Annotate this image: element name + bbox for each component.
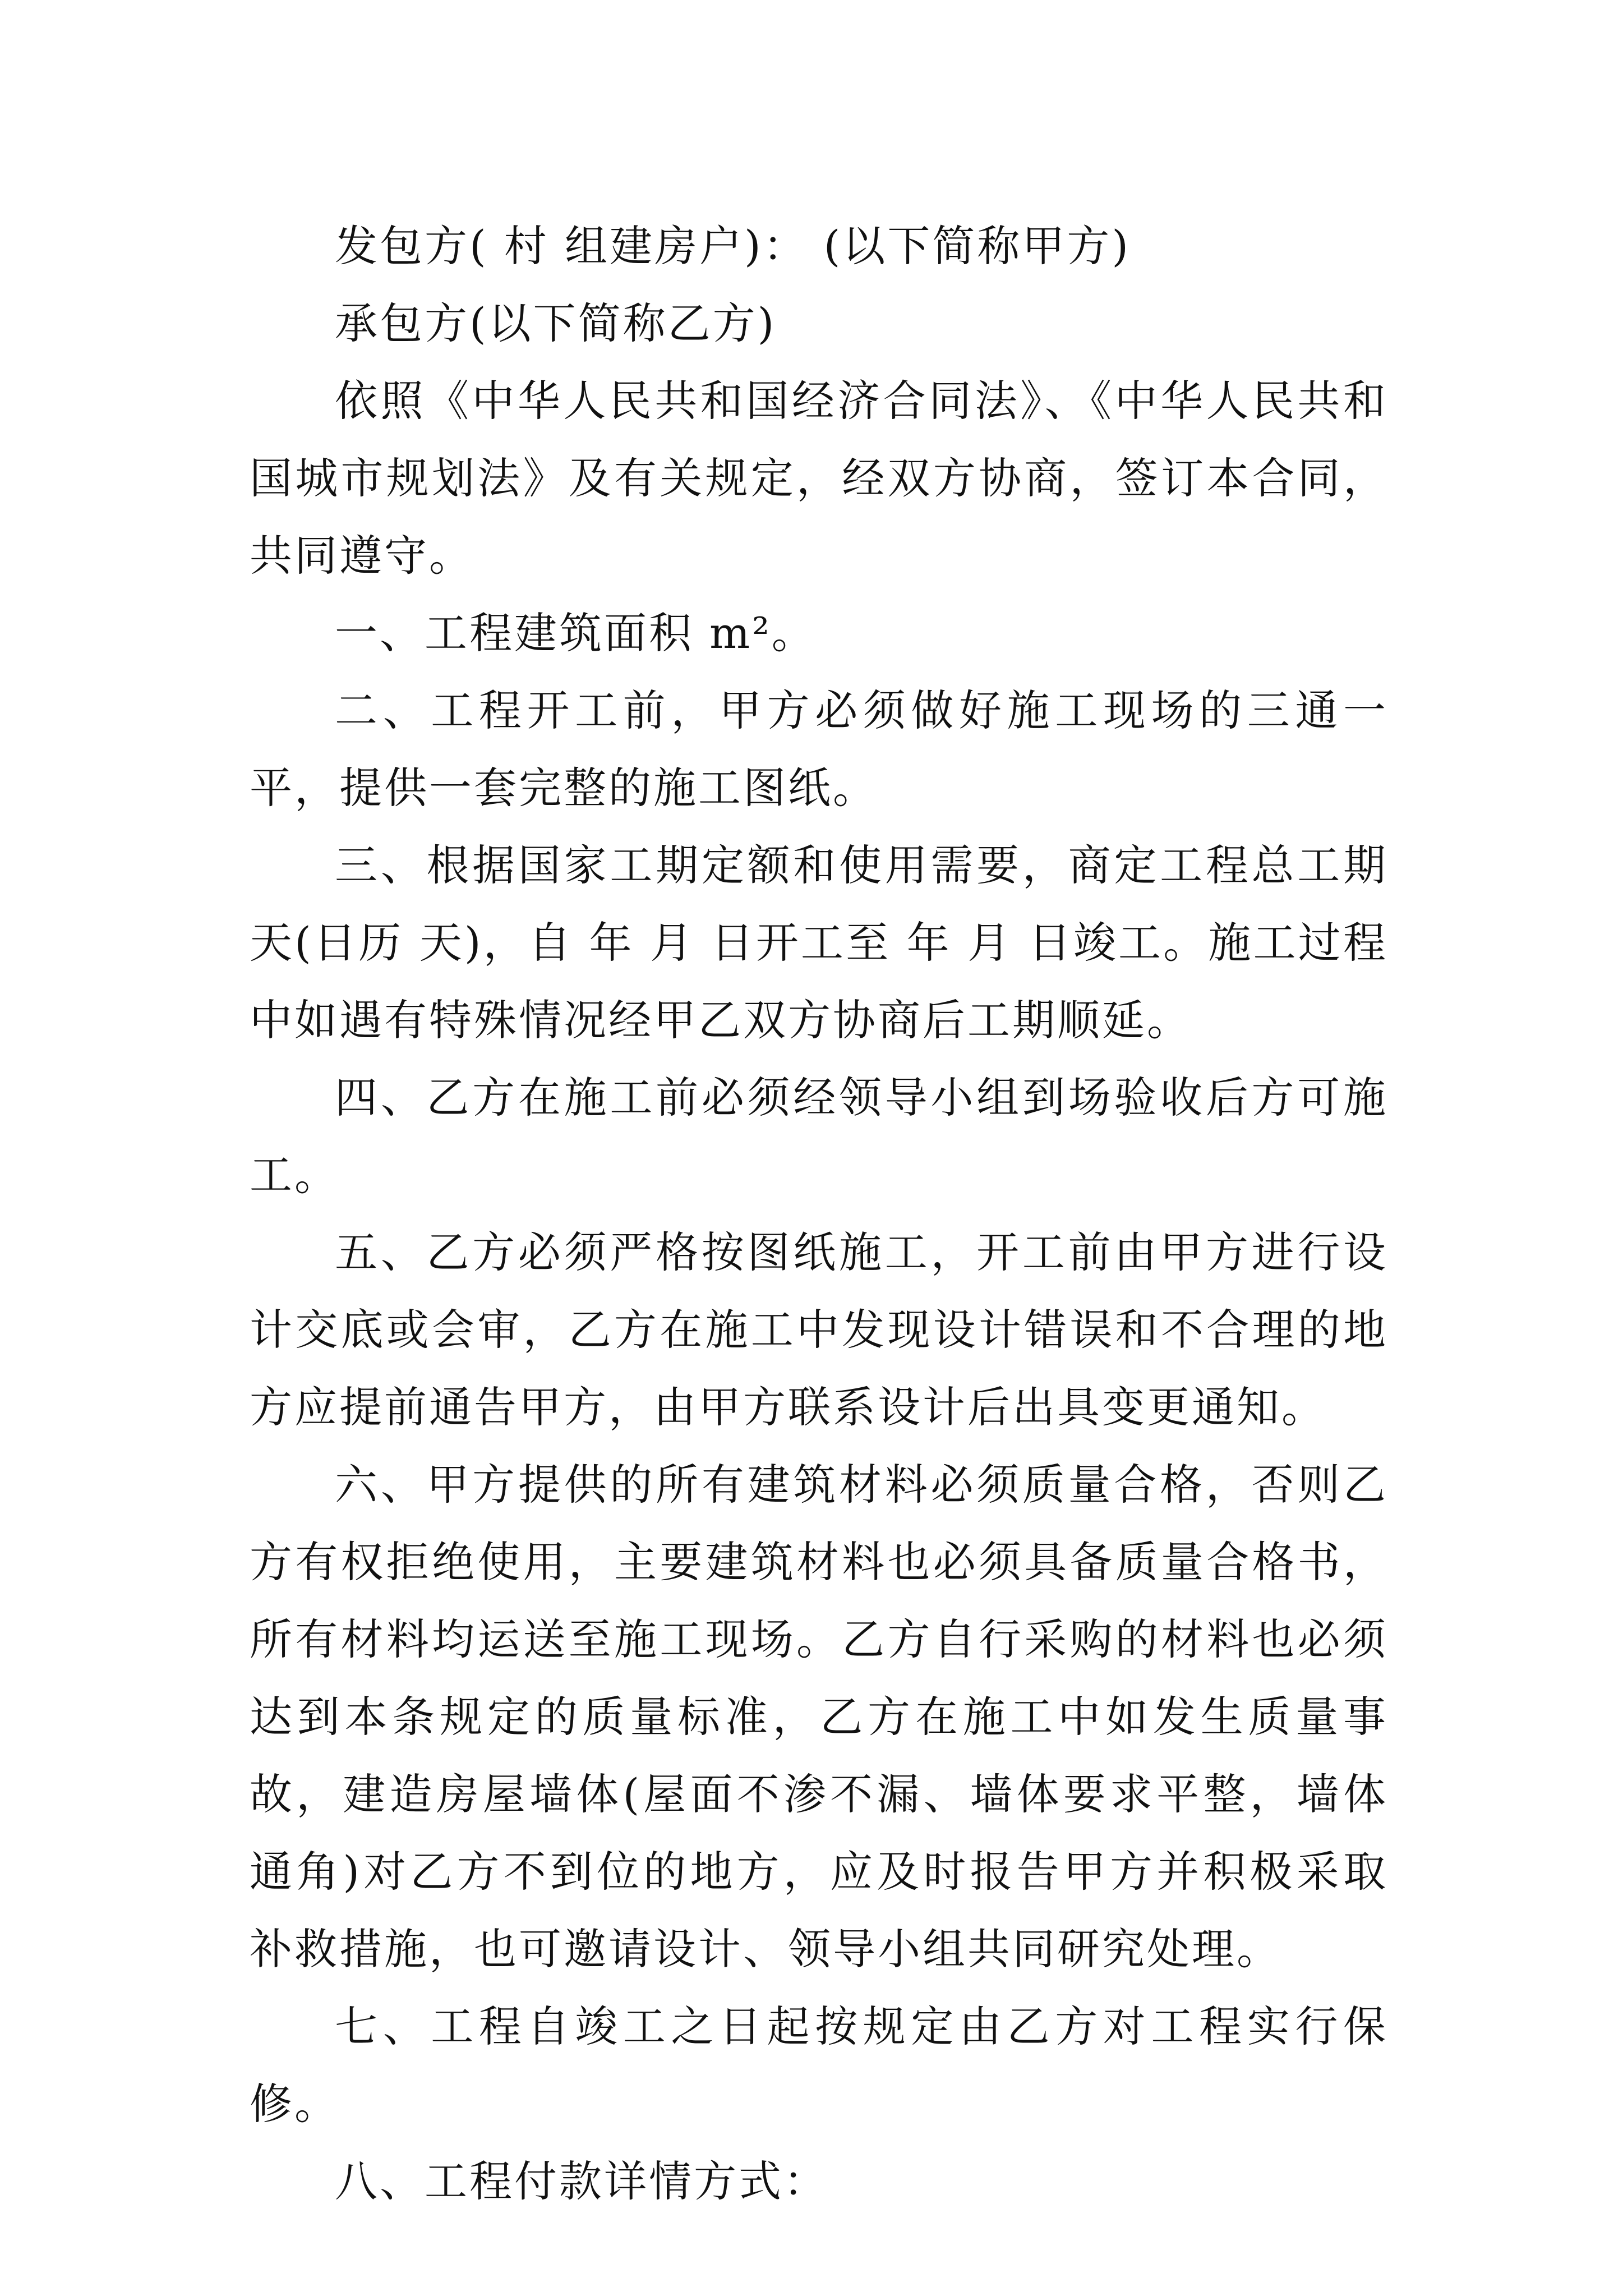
clause-3: 三、根据国家工期定额和使用需要，商定工程总工期 天(日历 天)，自 年 月 日开工至 年 月 日竣工。施工过程中如遇有特殊情况经甲乙双方协商后工期顺延。 — [250, 840, 1388, 1045]
clause-5: 五、乙方必须严格按图纸施工，开工前由甲方进行设计交底或会审，乙方在施工中发现设计错误和不合理的地方应提前通告甲方，由甲方联系设计后出具变更通知。 — [250, 1227, 1388, 1432]
party-b-line: 承包方(以下简称乙方) — [335, 298, 777, 348]
clause-4: 四、乙方在施工前必须经领导小组到场验收后方可施工。 — [250, 1073, 1388, 1200]
preamble-paragraph: 依照《中华人民共和国经济合同法》、《中华人民共和国城市规划法》及有关规定，经双方协商，签订本合同，共同遵守。 — [250, 376, 1388, 581]
clause-6: 六、甲方提供的所有建筑材料必须质量合格，否则乙方有权拒绝使用，主要建筑材料也必须具备质量合格书，所有材料均运送至施工现场。乙方自行采购的材料也必须达到本条规定的质量标准，乙方在施工中如发生质量事故，建造房屋墙体(屋面不渗不漏、墙体要求平整，墙体通角)对乙方不到位的地方，应及时报告甲方并积极采取补救措施，也可邀请设计、领导小组共同研究处理。 — [250, 1460, 1388, 1974]
document-body — [250, 208, 1388, 2220]
clause-2: 二、工程开工前，甲方必须做好施工现场的三通一平，提供一套完整的施工图纸。 — [250, 685, 1388, 813]
party-a-line: 发包方( 村 组建房户)： (以下简称甲方) — [335, 221, 1131, 271]
clause-7: 七、工程自竣工之日起按规定由乙方对工程实行保修。 — [250, 2001, 1388, 2129]
clause-8: 八、工程付款详情方式： — [335, 2156, 828, 2206]
clause-1: 一、工程建筑面积 m²。 — [335, 608, 817, 658]
